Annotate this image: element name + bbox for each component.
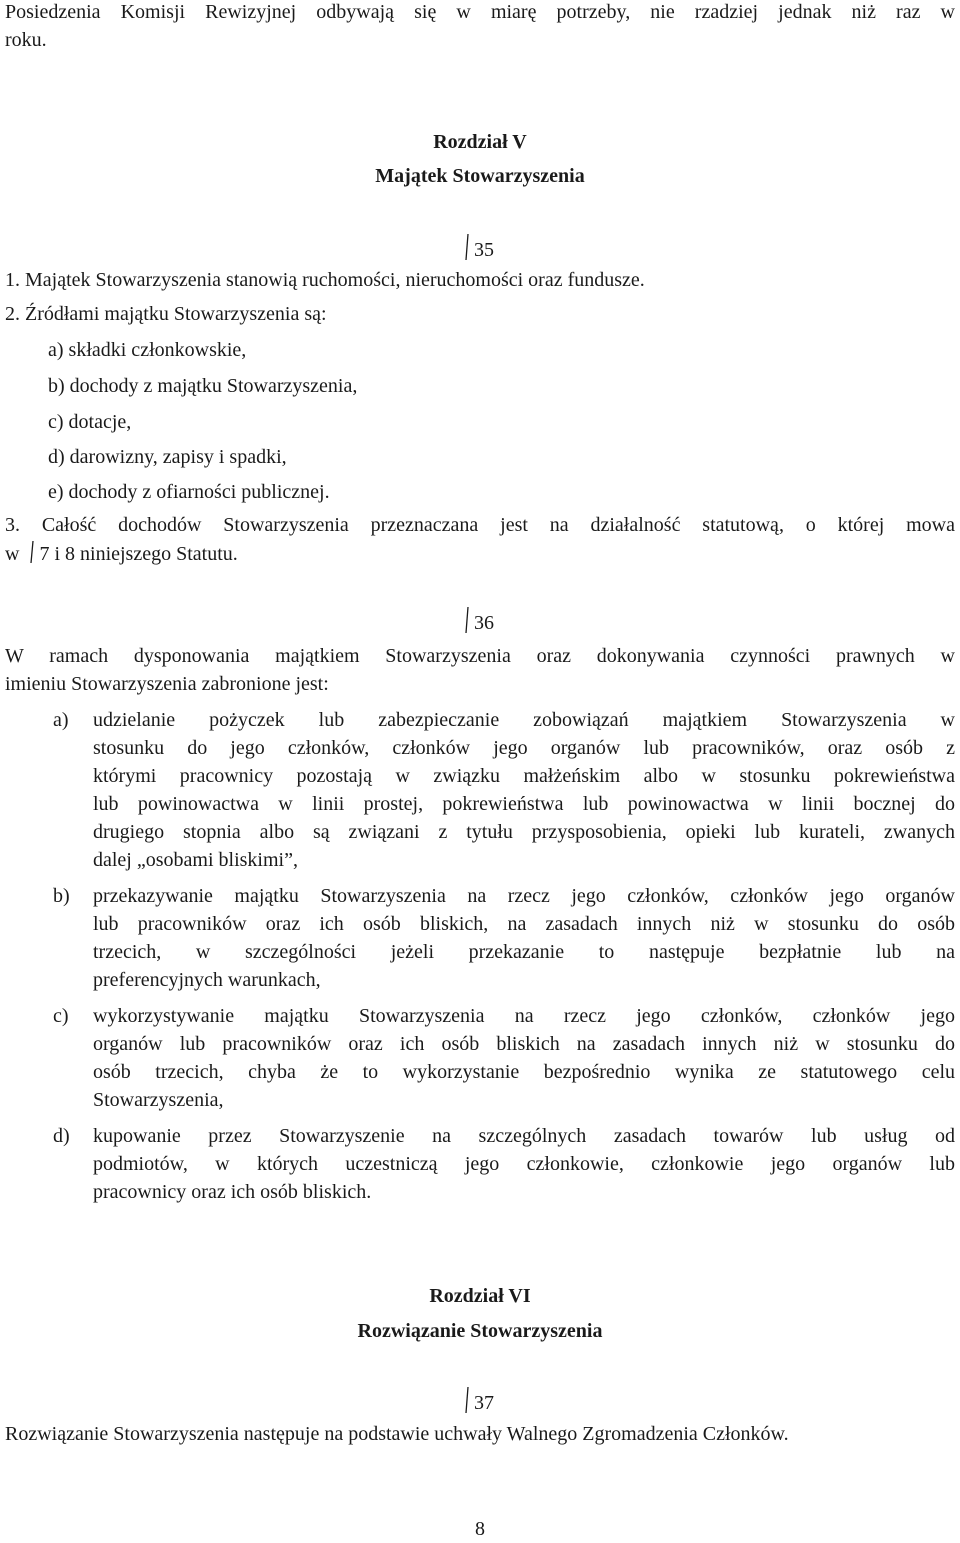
list-item-line: którymi pracownicy pozostają w związku małżeńskim albo w stosunku pokrewieństwa [93, 765, 955, 787]
list-item-label: b) [53, 885, 70, 907]
list-item-line: stosunku do jego członków, członków jego organów lub pracowników, oraz osób z [93, 737, 955, 759]
intro-line-2: roku. [5, 29, 47, 51]
section-36-intro-line-2: imieniu Stowarzyszenia zabronione jest: [5, 673, 329, 695]
list-item-line: udzielanie pożyczek lub zabezpieczanie zobowiązań majątkiem Stowarzyszenia w [93, 709, 955, 731]
list-item: b) dochody z majątku Stowarzyszenia, [48, 375, 358, 397]
list-item-line: organów lub pracowników oraz ich osób bliskich na zasadach innych niż w stosunku do [93, 1033, 955, 1055]
chapter-subtitle: Rozwiązanie Stowarzyszenia [357, 1320, 603, 1342]
list-item-line: wykorzystywanie majątku Stowarzyszenia na rzecz jego członków, członków jego [93, 1005, 955, 1027]
list-item-line: dalej „osobami bliskimi”, [93, 849, 298, 871]
list-item: e) dochody z ofiarności publicznej. [48, 481, 330, 503]
list-item-line: lub pracowników oraz ich osób bliskich, na zasadach innych niż w stosunku do osób [93, 913, 955, 935]
section-number: 35 [474, 239, 494, 261]
section-number: 36 [474, 612, 494, 634]
section-sign-icon [21, 539, 35, 565]
list-item-line: drugiego stopnia albo są związani z tytułu przysposobienia, opieki lub kurateli, zwanych [93, 821, 955, 843]
section-sign-icon [456, 1385, 470, 1415]
page-number: 8 [475, 1518, 485, 1540]
list-item-line: trzecich, w szczególności jeżeli przekazanie to następuje bezpłatnie lub na [93, 941, 955, 963]
section-number: 37 [474, 1392, 494, 1414]
chapter-subtitle: Majątek Stowarzyszenia [375, 165, 585, 187]
section-sign-icon [456, 605, 470, 635]
paragraph-1: 1. Majątek Stowarzyszenia stanowią ruchomości, nieruchomości oraz fundusze. [5, 269, 645, 291]
paragraph-3-reference: 7 i 8 niniejszego Statutu. [39, 543, 238, 565]
list-item-line: pracownicy oraz ich osób bliskich. [93, 1181, 372, 1203]
paragraph-3-continued [5, 539, 238, 568]
intro-line-1: Posiedzenia Komisji Rewizyjnej odbywają się w miarę potrzeby, nie rzadziej jednak niż raz w [5, 1, 955, 23]
list-item-line: lub powinowactwa w linii prostej, pokrewieństwa lub powinowactwa w linii bocznej do [93, 793, 955, 815]
section-sign-icon [456, 232, 470, 262]
list-item-line: przekazywanie majątku Stowarzyszenia na rzecz jego członków, członków jego organów [93, 885, 955, 907]
list-item-line: preferencyjnych warunkach, [93, 969, 321, 991]
chapter-title: Rozdział VI [429, 1285, 531, 1307]
section-37-text: Rozwiązanie Stowarzyszenia następuje na podstawie uchwały Walnego Zgromadzenia Członków. [5, 1423, 789, 1445]
list-item: d) darowizny, zapisy i spadki, [48, 446, 287, 468]
list-item-line: podmiotów, w których uczestniczą jego członkowie, członkowie jego organów lub [93, 1153, 955, 1175]
list-item: a) składki członkowskie, [48, 339, 247, 361]
list-item-label: c) [53, 1005, 69, 1027]
list-item-line: Stowarzyszenia, [93, 1089, 224, 1111]
list-item-label: d) [53, 1125, 70, 1147]
section-heading-35 [456, 232, 494, 264]
section-heading-37 [456, 1385, 494, 1417]
paragraph-2: 2. Źródłami majątku Stowarzyszenia są: [5, 303, 327, 325]
list-item: c) dotacje, [48, 411, 132, 433]
list-item-line: osób trzecich, chyba że to wykorzystanie bezpośrednio wynika ze statutowego celu [93, 1061, 955, 1083]
chapter-title: Rozdział V [433, 131, 527, 153]
section-36-intro-line-1: W ramach dysponowania majątkiem Stowarzyszenia oraz dokonywania czynności prawnych w [5, 645, 955, 667]
list-item-label: a) [53, 709, 69, 731]
word-w: w [5, 543, 20, 565]
list-item-line: kupowanie przez Stowarzyszenie na szczególnych zasadach towarów lub usług od [93, 1125, 955, 1147]
paragraph-3: 3. Całość dochodów Stowarzyszenia przeznaczana jest na działalność statutową, o której mowa [5, 514, 955, 536]
section-heading-36 [456, 605, 494, 637]
